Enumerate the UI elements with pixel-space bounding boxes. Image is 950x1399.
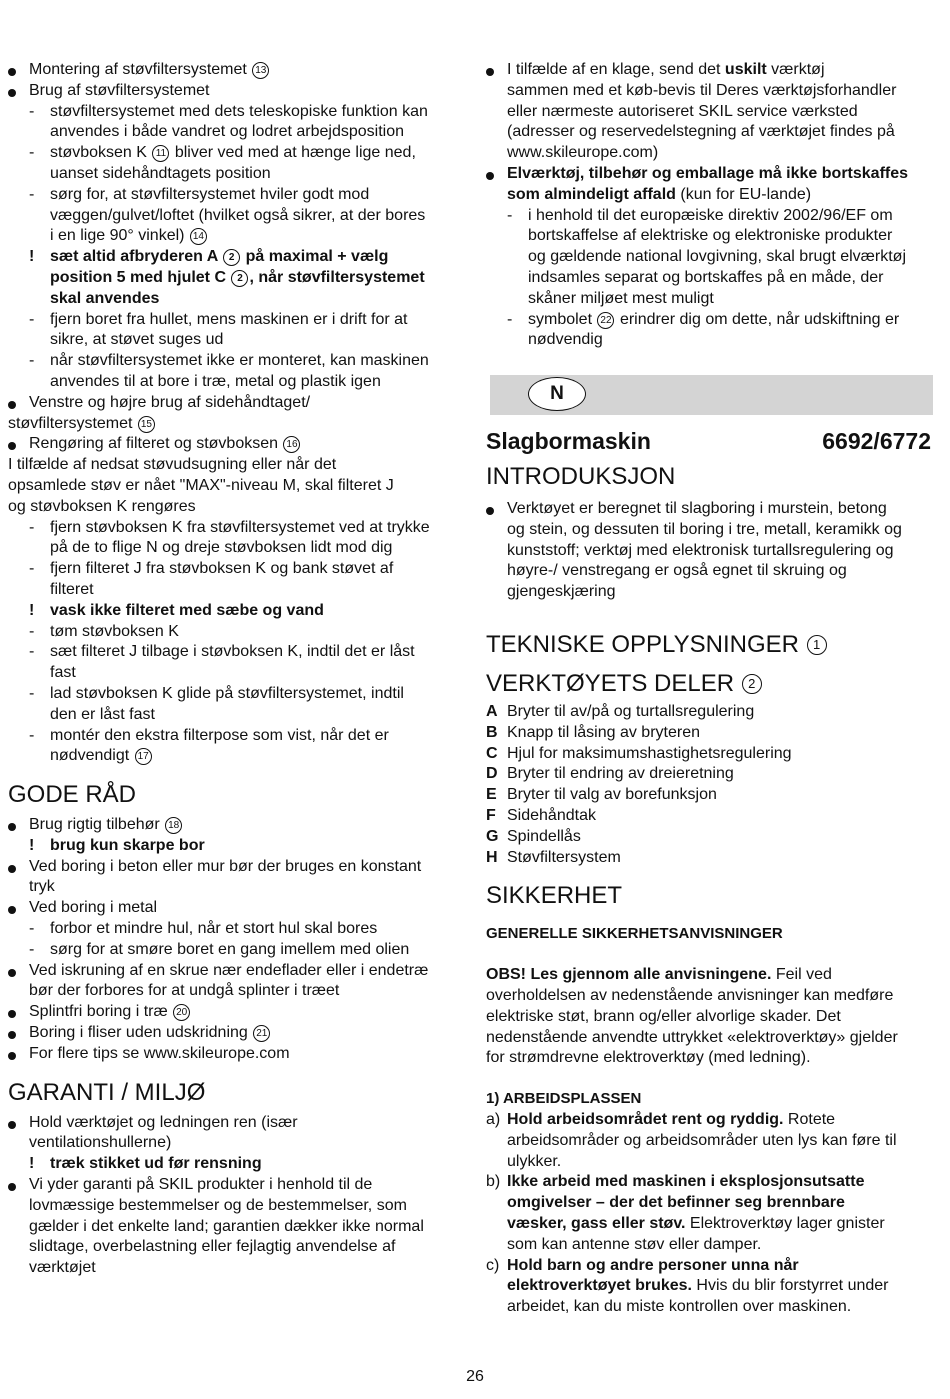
sub-item: - tøm støvboksen K <box>29 622 179 640</box>
part-letter: A <box>486 702 498 720</box>
text-line: støvfiltersystemet 15 <box>8 414 460 435</box>
text-line: nødvendig <box>528 331 603 349</box>
text-line: ulykker. <box>507 1152 562 1170</box>
sub-item: - fjern støvboksen K fra støvfiltersystemet ved at trykke <box>29 518 430 536</box>
list-item: Brug af støvfiltersystemet <box>8 81 460 102</box>
right-column-top <box>486 60 942 351</box>
text-line: uanset sidehåndtagets position <box>50 164 271 182</box>
callout-number: 17 <box>135 748 152 765</box>
list-item: Verktøyet er beregnet til slagboring i murstein, betong <box>486 499 942 520</box>
part-label: Knapp til låsing av bryteren <box>507 723 700 741</box>
sub-item: - når støvfiltersystemet ikke er monteret, kan maskinen <box>29 352 429 370</box>
callout-number: 13 <box>252 62 269 79</box>
part-label: Spindellås <box>507 827 581 845</box>
page-number: 26 <box>466 1368 484 1385</box>
list-item: Boring i fliser uden udskridning 21 <box>8 1023 460 1044</box>
part-letter: D <box>486 765 498 783</box>
text-line: skåner miljøet mest muligt <box>528 289 714 307</box>
callout-number: 2 <box>223 249 240 266</box>
callout-number: 2 <box>231 270 248 287</box>
warning-item: ! træk stikket ud før rensning <box>29 1155 262 1173</box>
text-line: i en lige 90° vinkel) 14 <box>8 226 460 247</box>
part-label: Bryter til endring av dreieretning <box>507 765 734 783</box>
warning-item: ! sæt altid afbryderen A 2 på maximal + vælg <box>29 248 389 266</box>
text-line: fast <box>50 664 76 682</box>
callout-number: 22 <box>597 312 614 329</box>
text-line: bør der forbores for at undgå splinter i træet <box>29 982 340 1000</box>
parts-list <box>486 702 942 868</box>
part-letter: C <box>486 744 498 762</box>
part-label: Bryter til av/på og turtallsregulering <box>507 702 755 720</box>
text-line: I tilfælde af nedsat støvudsugning eller når det <box>8 456 337 474</box>
text-line: elektroverktøyet brukes. Hvis du blir forstyrret under <box>507 1277 889 1295</box>
text-line: bortskaffelse af elektriske og elektroniske produkter <box>528 227 893 245</box>
text-line: opsamlede støv er nået "MAX"-niveau M, skal filteret J <box>8 476 394 494</box>
text-line: som kan antenne støv eller damper. <box>507 1235 762 1253</box>
left-column <box>8 60 460 1279</box>
sub-item: - sørg for at smøre boret en gang imellem med olien <box>29 940 410 958</box>
part-item <box>486 848 942 869</box>
text-line: for strømdrevne elektroverktøy (med ledning). <box>486 1049 811 1067</box>
list-item: Vi yder garanti på SKIL produkter i henhold til de <box>8 1175 460 1196</box>
text-line: og gældende national lovgivning, skal brugt elværktøj <box>528 248 906 266</box>
text-line: slidtage, overbelastning eller fejlagtig anvendelse af <box>29 1238 396 1256</box>
sub-item: - symbolet 22 erindrer dig om dette, når udskiftning er <box>507 310 900 328</box>
part-letter: F <box>486 806 496 824</box>
text-line: OBS! Les gjennom alle anvisningene. Feil ved <box>486 966 832 984</box>
subsection-heading: GENERELLE SIKKERHETSANVISNINGER <box>486 925 783 943</box>
list-item: Ved iskruning af en skrue nær endeflader eller i endetræ <box>8 961 460 982</box>
section-heading: GARANTI / MILJØ <box>8 1078 206 1106</box>
list-item: a) Hold arbeidsområdet rent og ryddig. Rotete <box>486 1110 836 1128</box>
callout-number: 2 <box>742 674 762 694</box>
section-heading: INTRODUKSJON <box>486 463 676 490</box>
product-title-row <box>486 428 931 455</box>
part-label: Hjul for maksimumshastighetsregulering <box>507 744 792 762</box>
sub-item: - lad støvboksen K glide på støvfiltersystemet, indtil <box>29 684 404 702</box>
text-line: og støvboksen K rengøres <box>8 497 196 515</box>
part-item <box>486 723 942 744</box>
right-column-main <box>486 463 942 1318</box>
text-line: position 5 med hjulet C 2 , når støvfiltersystemet <box>50 268 425 286</box>
text-line: omgivelser – der det befinner seg brennbare <box>507 1194 845 1212</box>
list-item: b) Ikke arbeid med maskinen i eksplosjonsutsatte <box>486 1173 865 1191</box>
text-line: elektriske støt, brann og/eller alvorlige skader. Det <box>486 1007 841 1025</box>
section-heading: GODE RÅD <box>8 781 137 809</box>
text-line: gjengeskjæring <box>507 583 616 601</box>
part-label: Støvfiltersystem <box>507 848 621 866</box>
text-line: (adresser og reservedelstegning af værktøjet findes på <box>507 123 895 141</box>
sub-item: - forbor et mindre hul, når et stort hul skal bores <box>29 920 378 938</box>
subsection-heading: 1) ARBEIDSPLASSEN <box>486 1090 642 1108</box>
list-item: Elværktøj, tilbehør og emballage må ikke bortskaffes <box>486 164 942 185</box>
part-item <box>486 764 942 785</box>
part-item <box>486 806 942 827</box>
callout-number: 1 <box>807 635 827 655</box>
list-item: Venstre og højre brug af sidehåndtaget/ <box>8 393 460 414</box>
list-item: For flere tips se www.skileurope.com <box>8 1044 460 1065</box>
text-line: anvendes i både vandret og lodret arbejdsposition <box>50 123 405 141</box>
list-item: Brug rigtig tilbehør 18 <box>8 815 460 836</box>
part-item <box>486 785 942 806</box>
list-item: Ved boring i metal <box>8 898 460 919</box>
sub-item: - sørg for, at støvfiltersystemet hviler godt mod <box>29 185 370 203</box>
list-item: c) Hold barn og andre personer unna når <box>486 1256 799 1274</box>
text-line: den er låst fast <box>50 705 155 723</box>
text-line: filteret <box>50 580 94 598</box>
text-line: arbeidet, kan du miste kontrollen over maskinen. <box>507 1298 852 1316</box>
callout-number: 16 <box>283 436 300 453</box>
sub-item: - i henhold til det europæiske direktiv 2002/96/EF om <box>507 206 893 224</box>
text-line: som almindeligt affald (kun for EU-lande) <box>507 185 812 203</box>
text-line: anvendes til at bore i træ, metal og plastik igen <box>50 372 381 390</box>
text-line: indsamles separat og bortskaffes på en måde, der <box>528 268 884 286</box>
part-label: Bryter til valg av borefunksjon <box>507 786 717 804</box>
part-letter: E <box>486 786 497 804</box>
text-line: høyre-/ venstregang er også egnet til skruing og <box>507 562 847 580</box>
text-line: værktøjet <box>29 1259 96 1277</box>
part-letter: H <box>486 848 498 866</box>
text-line: nedenstående anvendte uttrykket «elektroverktøy» gjelder <box>486 1028 898 1046</box>
warning-item: ! brug kun skarpe bor <box>29 836 205 854</box>
text-line: lovmæssige bestemmelser og de bestemmelser, som <box>29 1196 407 1214</box>
section-heading: VERKTØYETS DELER 2 <box>486 670 942 698</box>
callout-number: 20 <box>173 1004 190 1021</box>
sub-item: - støvfiltersystemet med dets teleskopiske funktion kan <box>29 102 428 120</box>
part-label: Sidehåndtak <box>507 806 596 824</box>
text-line: væsker, gass eller støv. Elektroverktøy lager gnister <box>507 1214 885 1232</box>
model-number: 6692/6772 <box>822 428 931 454</box>
warning-item: ! vask ikke filteret med sæbe og vand <box>29 601 324 619</box>
section-heading: SIKKERHET <box>486 882 623 910</box>
text-line: ventilationshullerne) <box>29 1134 172 1152</box>
list-item: Hold værktøjet og ledningen ren (især <box>8 1113 460 1134</box>
list-item: Montering af støvfiltersystemet 13 <box>8 60 460 81</box>
text-line: nødvendigt 17 <box>8 746 460 767</box>
part-letter: G <box>486 827 499 845</box>
part-item <box>486 827 942 848</box>
language-badge: N <box>528 377 586 411</box>
text-line: overholdelsen av nedenstående anvisninger kan medføre <box>486 986 894 1004</box>
list-item: Splintfri boring i træ 20 <box>8 1002 460 1023</box>
section-heading: TEKNISKE OPPLYSNINGER 1 <box>486 631 942 659</box>
product-title: Slagbormaskin <box>486 428 651 454</box>
text-line: www.skileurope.com) <box>507 144 659 162</box>
sub-item: - støvboksen K 11 bliver ved med at hænge lige ned, <box>29 144 416 162</box>
sub-item: - sæt filteret J tilbage i støvboksen K, indtil det er låst <box>29 643 415 661</box>
callout-number: 21 <box>253 1025 270 1042</box>
sub-item: - fjern boret fra hullet, mens maskinen er i drift for at <box>29 310 408 328</box>
text-line: på de to flige N og dreje støvboksen lidt mod dig <box>50 539 393 557</box>
text-line: skal anvendes <box>50 289 160 307</box>
text-line: eller nærmeste autoriseret SKIL service værksted <box>507 102 858 120</box>
text-line: tryk <box>29 878 55 896</box>
part-item <box>486 744 942 765</box>
text-line: sammen med et køb-bevis til Deres værktøjsforhandler <box>507 81 897 99</box>
list-item: Ved boring i beton eller mur bør der bruges en konstant <box>8 857 460 878</box>
sub-item: - montér den ekstra filterpose som vist, når det er <box>29 726 389 744</box>
sub-item: - fjern filteret J fra støvboksen K og bank støvet af <box>29 560 394 578</box>
callout-number: 14 <box>190 228 207 245</box>
part-letter: B <box>486 723 498 741</box>
callout-number: 11 <box>152 145 169 162</box>
text-line: og stein, og dessuten til boring i tre, metall, keramikk og <box>507 520 902 538</box>
text-line: gælder i det enkelte land; garantien dækker ikke normal <box>29 1217 424 1235</box>
text-line: arbeidsområder og arbeidsområder uten lys kan føre til <box>507 1131 897 1149</box>
text-line: kunststoff; verktøj med elektronisk turtallsregulering og <box>507 541 894 559</box>
text-line: væggen/gulvet/loftet (hvilket også sikrer, at der bores <box>50 206 426 224</box>
list-item: I tilfælde af en klage, send det uskilt værktøj <box>486 60 942 81</box>
text-line: sikre, at støvet suges ud <box>50 331 224 349</box>
callout-number: 15 <box>138 416 155 433</box>
list-item: Rengøring af filteret og støvboksen 16 <box>8 434 460 455</box>
callout-number: 18 <box>165 817 182 834</box>
part-item <box>486 702 942 723</box>
